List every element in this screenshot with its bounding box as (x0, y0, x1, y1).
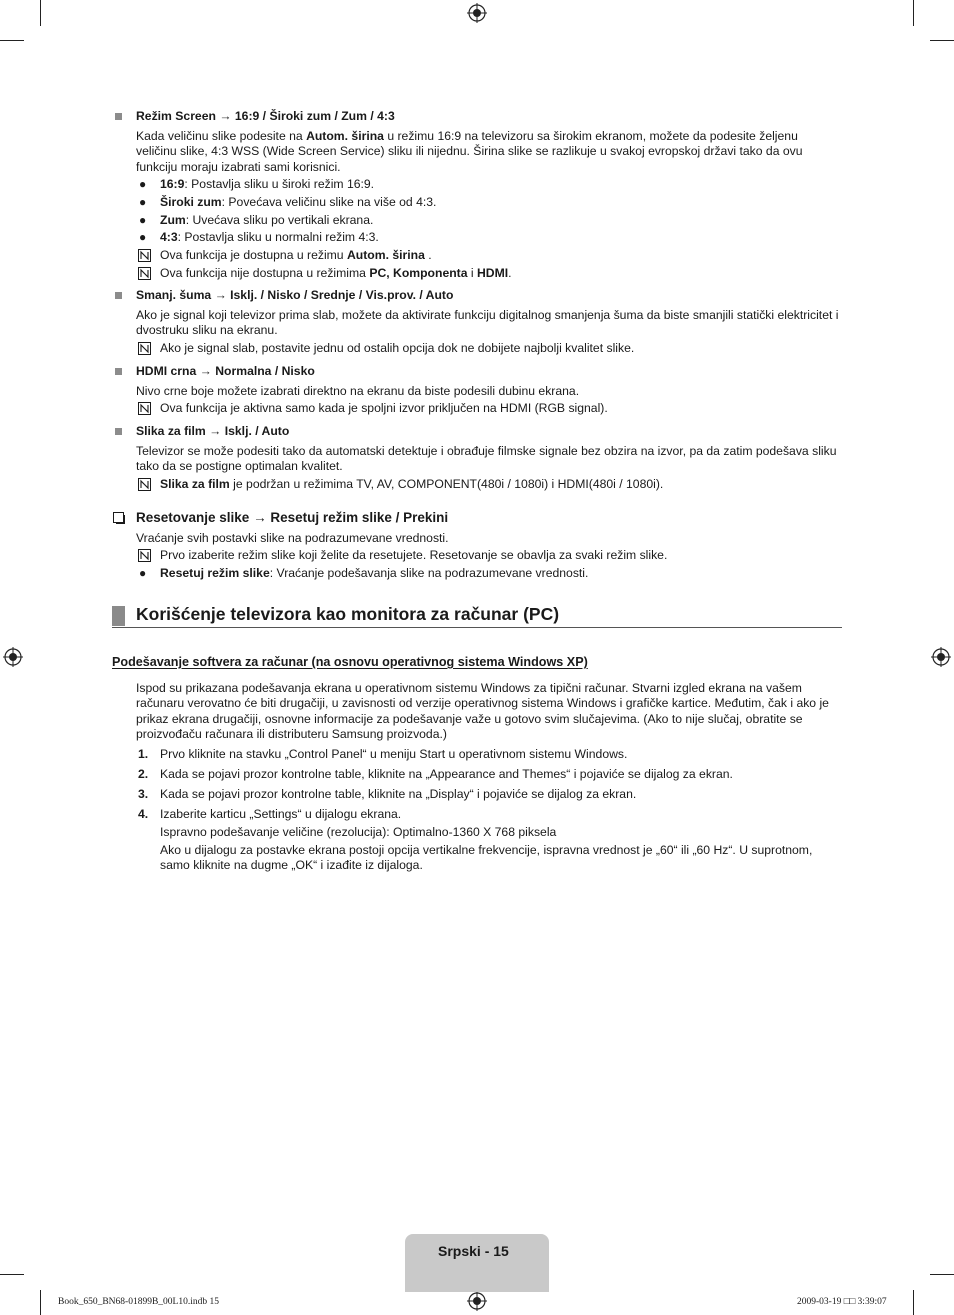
film-text: Televizor se može podesiti tako da automatski detektuje i obrađuje filmske signale bez obzira na izvor, pa da zatim podešava sliku tako da se postigne optimalan kvalitet. (136, 444, 837, 474)
crop-mark (0, 1274, 24, 1275)
screen-mode-intro: Kada veličinu slike podesite na Autom. širina u režimu 16:9 na televizoru sa širokim ekranom, možete da podesite željenu veličinu slike, 4:3 WSS (Wide Screen Service) sliku ili nijednu. Širina slike se razlikuje u svakoj evropskoj državi tako da ovu funkciju moraju izabrati sami korisnici. (136, 129, 803, 174)
step-text: Ispravno podešavanje veličine (rezolucija): Optimalno-1360 X 768 piksela (160, 825, 557, 839)
crop-mark (930, 1274, 954, 1275)
crop-mark (40, 1290, 41, 1315)
square-bullet-icon (115, 292, 122, 299)
list-item: 16:9: Postavlja sliku u široki režim 16:9. (160, 177, 375, 191)
round-bullet-icon: ● (139, 195, 147, 209)
step-text: Izaberite karticu „Settings“ u dijalogu ekrana. (160, 807, 402, 821)
hdmi-black-text: Nivo crne boje možete izabrati direktno na ekranu da biste podesili dubinu ekrana. (136, 384, 580, 398)
list-item: 4:3: Postavlja sliku u normalni režim 4:3. (160, 230, 379, 244)
step-number: 3. (138, 787, 149, 801)
crop-mark (930, 40, 954, 41)
registration-mark-icon (931, 647, 951, 667)
page-number-tab (405, 1234, 549, 1292)
note-icon (138, 402, 151, 415)
square-bullet-icon (115, 113, 122, 120)
note-icon (138, 478, 151, 491)
note-icon (138, 249, 151, 262)
screen-mode-heading: Režim Screen → 16:9 / Široki zum / Zum / 4:3 (136, 109, 395, 123)
list-item: Široki zum: Povećava veličinu slike na više od 4:3. (160, 195, 437, 209)
round-bullet-icon: ● (139, 230, 147, 244)
section-title: Korišćenje televizora kao monitora za računar (PC) (136, 604, 560, 624)
step-text: Ako u dijalogu za postavke ekrana postoji opcija vertikalne frekvencije, ispravna vrednost je „60“ ili „60 Hz“. U suprotnom, samo kliknite na dugme „OK“ i izađite iz dijaloga. (160, 843, 813, 873)
note-text: Prvo izaberite režim slike koji želite da resetujete. Resetovanje se obavlja za svaki režim slike. (160, 548, 668, 562)
page-number: Srpski - 15 (438, 1243, 509, 1259)
noise-text: Ako je signal koji televizor prima slab, možete da aktivirate funkciju digitalnog smanjenja šuma da biste smanjili statički elektricitet i dvostruku sliku na ekranu. (136, 308, 839, 338)
list-item: Zum: Uvećava sliku po vertikali ekrana. (160, 213, 374, 227)
crop-mark (913, 0, 914, 26)
pc-intro: Ispod su prikazana podešavanja ekrana u operativnom sistemu Windows za tipični računar. Stvarni izgled ekrana na vašem računaru verovatno će biti drugačiji, u zavisnosti od verzije operativnog sistema Windows i grafičke kartice. Međutim, čak i ako je prikaz ekrana drugačiji, osnovne informacije za podešavanje važe u gotovo svim slučajevima. (Ako to nije slučaj, obratite se proizvođaču računara ili distributeru Samsung proizvoda.) (136, 681, 829, 742)
print-slug-right: 2009-03-19 □□ 3:39:07 (797, 1297, 887, 1307)
note-icon (138, 267, 151, 280)
step-number: 2. (138, 767, 149, 781)
checkbox-bullet-icon (113, 512, 124, 523)
registration-mark-icon (467, 1291, 487, 1311)
step-text: Prvo kliknite na stavku „Control Panel“ u meniju Start u operativnom sistemu Windows. (160, 747, 628, 761)
registration-mark-icon (467, 3, 487, 23)
list-item: Resetuj režim slike: Vraćanje podešavanja slike na podrazumevane vrednosti. (160, 566, 589, 580)
step-text: Kada se pojavi prozor kontrolne table, kliknite na „Display“ i pojaviće se dijalog za ekran. (160, 787, 637, 801)
print-slug-left: Book_650_BN68-01899B_00L10.indb 15 (58, 1297, 219, 1307)
step-number: 1. (138, 747, 149, 761)
round-bullet-icon: ● (139, 213, 147, 227)
section-marker (112, 606, 125, 626)
square-bullet-icon (115, 368, 122, 375)
step-number: 4. (138, 807, 149, 821)
round-bullet-icon: ● (139, 177, 147, 191)
hdmi-black-heading: HDMI crna → Normalna / Nisko (136, 364, 315, 378)
square-bullet-icon (115, 428, 122, 435)
crop-mark (913, 1290, 914, 1315)
note-icon (138, 342, 151, 355)
section-divider (112, 627, 842, 628)
registration-mark-icon (3, 647, 23, 667)
note-text: Slika za film je podržan u režimima TV, AV, COMPONENT(480i / 1080i) i HDMI(480i / 1080i). (160, 477, 664, 491)
note-text: Ova funkcija je aktivna samo kada je spoljni izvor priključen na HDMI (RGB signal). (160, 401, 608, 415)
crop-mark (0, 40, 24, 41)
note-text: Ova funkcija je dostupna u režimu Autom. širina . (160, 248, 432, 262)
note-icon (138, 549, 151, 562)
round-bullet-icon: ● (139, 566, 147, 580)
step-text: Kada se pojavi prozor kontrolne table, kliknite na „Appearance and Themes“ i pojaviće se dijalog za ekran. (160, 767, 733, 781)
note-text: Ako je signal slab, postavite jednu od ostalih opcija dok ne dobijete najbolji kvalitet slike. (160, 341, 635, 355)
subsection-title: Podešavanje softvera za računar (na osnovu operativnog sistema Windows XP) (112, 655, 588, 669)
reset-heading: Resetovanje slike → Resetuj režim slike / Prekini (136, 510, 449, 525)
reset-text: Vraćanje svih postavki slike na podrazumevane vrednosti. (136, 531, 449, 545)
note-text: Ova funkcija nije dostupna u režimima PC, Komponenta i HDMI. (160, 266, 512, 280)
noise-heading: Smanj. šuma → Isklj. / Nisko / Srednje / Vis.prov. / Auto (136, 288, 454, 302)
film-heading: Slika za film → Isklj. / Auto (136, 424, 290, 438)
crop-mark (40, 0, 41, 26)
